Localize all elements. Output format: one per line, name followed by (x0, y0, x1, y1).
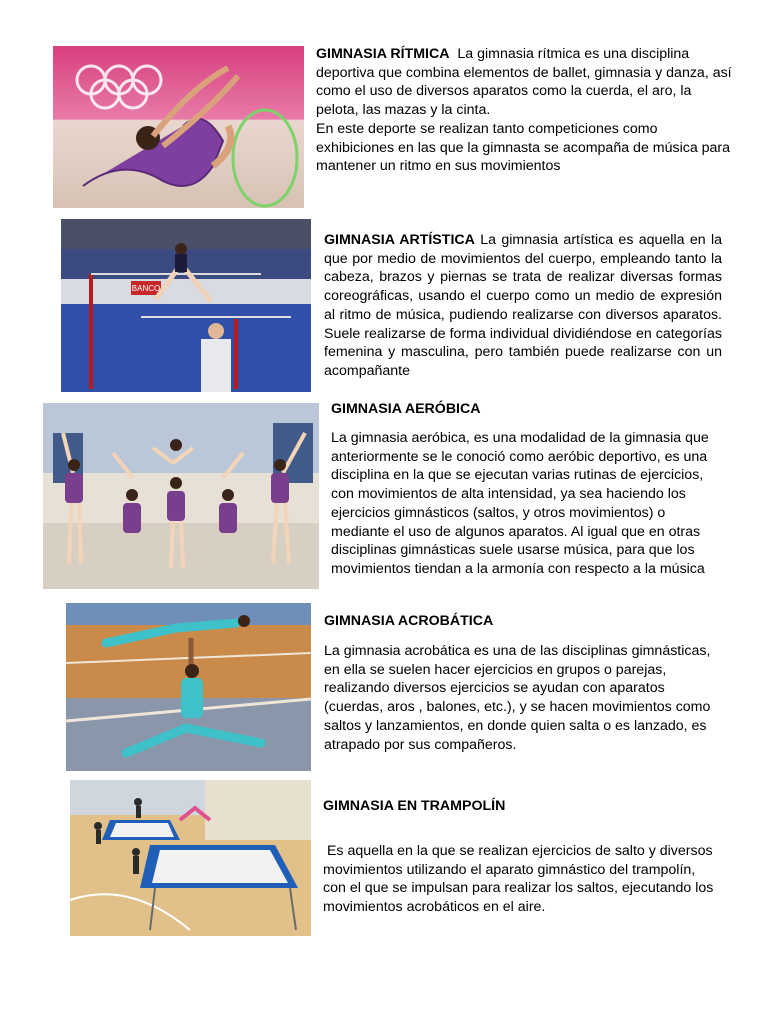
rhythmic-gymnastics-photo (53, 46, 304, 208)
rhythmic-lead: La gimnasia rítmica es una disciplina deportiva que combina elementos de ballet, gimnasia y danza, así como el uso de diversos aparatos como la cuerda, el aro, la pelota, las mazas y la cinta. (316, 46, 732, 119)
trampoline-text: Es aquella en la que se realizan ejercicios de salto y diversos movimientos utilizando el aparato gimnástico del trampolín, con el que se impulsan para realizar los saltos, ejecutando los movimientos acrobáticos en el aire. (323, 843, 718, 916)
rhythmic-text (316, 45, 736, 176)
acrobatic-gymnastics-photo (66, 603, 311, 771)
artistic-text (324, 231, 722, 381)
rhythmic-paragraph-2: En este deporte se realizan tanto competiciones como exhibiciones en las que la gimnasta se acompaña de música para mantener un ritmo en sus movimientos (316, 120, 731, 175)
aerobic-text: La gimnasia aeróbica, es una modalidad de la gimnasia que anteriormente se le conoció como aeróbic deportivo, es una disciplina en la que se ejecutan varias rutinas de ejercicios, con movimientos de alta intensidad, ya sea haciendo los ejercicios gimnásticos (saltos, y otros movimientos) o mediante el uso de algunos aparatos. Al igual que en otras disciplinas gimnásticas suele usarse música, para que los movimientos tiendan a la armonía con respecto a la música (331, 430, 709, 577)
acrobatic-title: GIMNASIA ACROBÁTICA (324, 613, 494, 629)
bank-sign-text: BANCO (131, 284, 161, 293)
aerobic-gymnastics-photo (43, 403, 319, 589)
artistic-lead: La gimnasia artística es aquella en la que por medio de movimientos del cuerpo, empleando tanto la cabeza, brazos y piernas se trata de realizar diversas formas coreográficas, usando el cuerpo como un medio de expresión al ritmo de música, pudiendo realizarse con diversos aparatos. Suele realizarse de forma individual dividiéndose en categorías femenina y masculina, pero también puede realizarse con un acompañante (324, 232, 722, 379)
trampoline-gymnastics-photo (70, 780, 311, 936)
rhythmic-title: GIMNASIA RÍTMICA (316, 46, 450, 62)
artistic-gymnastics-photo (61, 219, 311, 392)
aerobic-title: GIMNASIA AERÓBICA (331, 401, 481, 417)
artistic-title: GIMNASIA ARTÍSTICA (324, 232, 475, 248)
acrobatic-text: La gimnasia acrobática es una de las disciplinas gimnásticas, en ella se suelen hacer ejercicios en grupos o parejas, realizando diversos ejercicios se ayudan con aparatos (cuerdas, aros , balones, etc.), y se hacen movimientos como saltos y lanzamientos, en donde quien salta o es lanzado, es atrapado por sus compañeros. (324, 643, 711, 753)
trampoline-title: GIMNASIA EN TRAMPOLÍN (323, 798, 506, 814)
